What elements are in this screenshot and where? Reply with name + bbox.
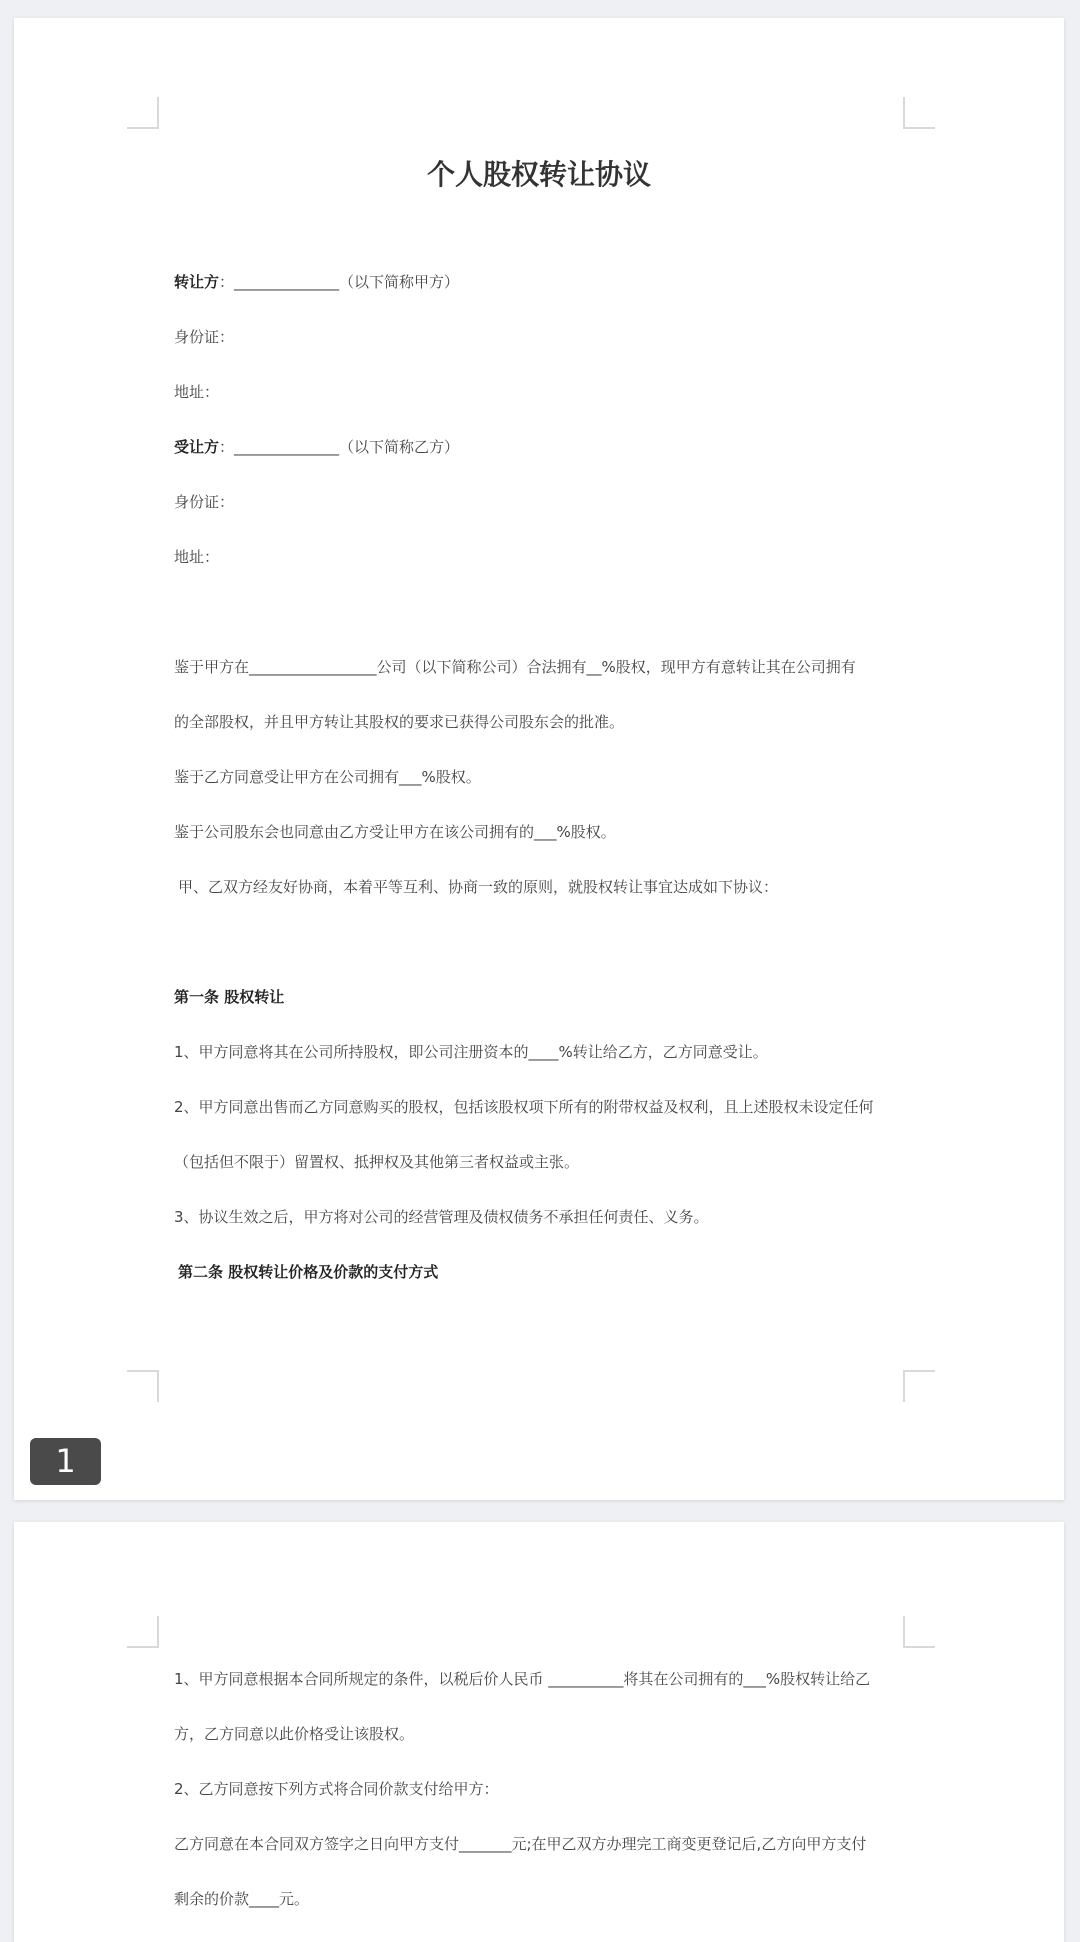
party-b-label: 受让方	[174, 438, 220, 456]
article-1-clause: 2、甲方同意出售而乙方同意购买的股权，包括该股权项下所有的附带权益及权利，且上述股权未设定任何	[174, 1098, 874, 1116]
page-number-badge: 1	[30, 1438, 101, 1485]
party-a-id: 身份证：	[174, 328, 235, 346]
price-clause-line: 2、乙方同意按下列方式将合同价款支付给甲方：	[174, 1780, 499, 1798]
party-b-address: 地址：	[174, 548, 220, 566]
price-clause-line: 1、甲方同意根据本合同所规定的条件，以税后价人民币 __________将其在公司拥有的___%股权转让给乙	[174, 1670, 871, 1688]
party-a-text: ：______________（以下简称甲方）	[219, 273, 460, 291]
margin-corner-bottom-left	[127, 1370, 159, 1402]
document-page-1	[14, 18, 1064, 1500]
article-2-heading: 第二条 股权转让价格及价款的支付方式	[178, 1263, 439, 1281]
document-title: 个人股权转让协议	[426, 158, 651, 191]
margin-corner-top-right	[903, 1616, 935, 1648]
recital-line: 甲、乙双方经友好协商，本着平等互利、协商一致的原则，就股权转让事宜达成如下协议：	[178, 878, 779, 896]
recital-line: 鉴于甲方在_________________公司（以下简称公司）合法拥有__%股权，现甲方有意转让其在公司拥有	[174, 658, 856, 676]
recital-line: 鉴于乙方同意受让甲方在公司拥有___%股权。	[174, 768, 481, 786]
party-b-id: 身份证：	[174, 493, 235, 511]
party-a-address: 地址：	[174, 383, 220, 401]
party-b-text: ：______________（以下简称乙方）	[219, 438, 460, 456]
price-clause-line: 乙方同意在本合同双方签字之日向甲方支付_______元;在甲乙双方办理完工商变更登记后,乙方向甲方支付	[174, 1835, 867, 1853]
margin-corner-bottom-right	[903, 1370, 935, 1402]
article-1-clause: （包括但不限于）留置权、抵押权及其他第三者权益或主张。	[174, 1153, 580, 1171]
article-1-clause: 3、协议生效之后，甲方将对公司的经营管理及债权债务不承担任何责任、义务。	[174, 1208, 709, 1226]
recital-line: 的全部股权，并且甲方转让其股权的要求已获得公司股东会的批准。	[174, 713, 625, 731]
document-page-2	[14, 1522, 1064, 1942]
party-b-line	[174, 436, 459, 457]
party-a-label: 转让方	[174, 273, 220, 291]
margin-corner-top-right	[903, 97, 935, 129]
recital-line: 鉴于公司股东会也同意由乙方受让甲方在该公司拥有的___%股权。	[174, 823, 616, 841]
margin-corner-top-left	[127, 1616, 159, 1648]
price-clause-line: 方，乙方同意以此价格受让该股权。	[174, 1725, 415, 1743]
price-clause-line: 剩余的价款____元。	[174, 1890, 310, 1908]
article-1-clause: 1、甲方同意将其在公司所持股权，即公司注册资本的____%转让给乙方，乙方同意受让。	[174, 1043, 768, 1061]
margin-corner-top-left	[127, 97, 159, 129]
article-1-heading: 第一条 股权转让	[174, 988, 285, 1006]
party-a-line	[174, 271, 459, 292]
